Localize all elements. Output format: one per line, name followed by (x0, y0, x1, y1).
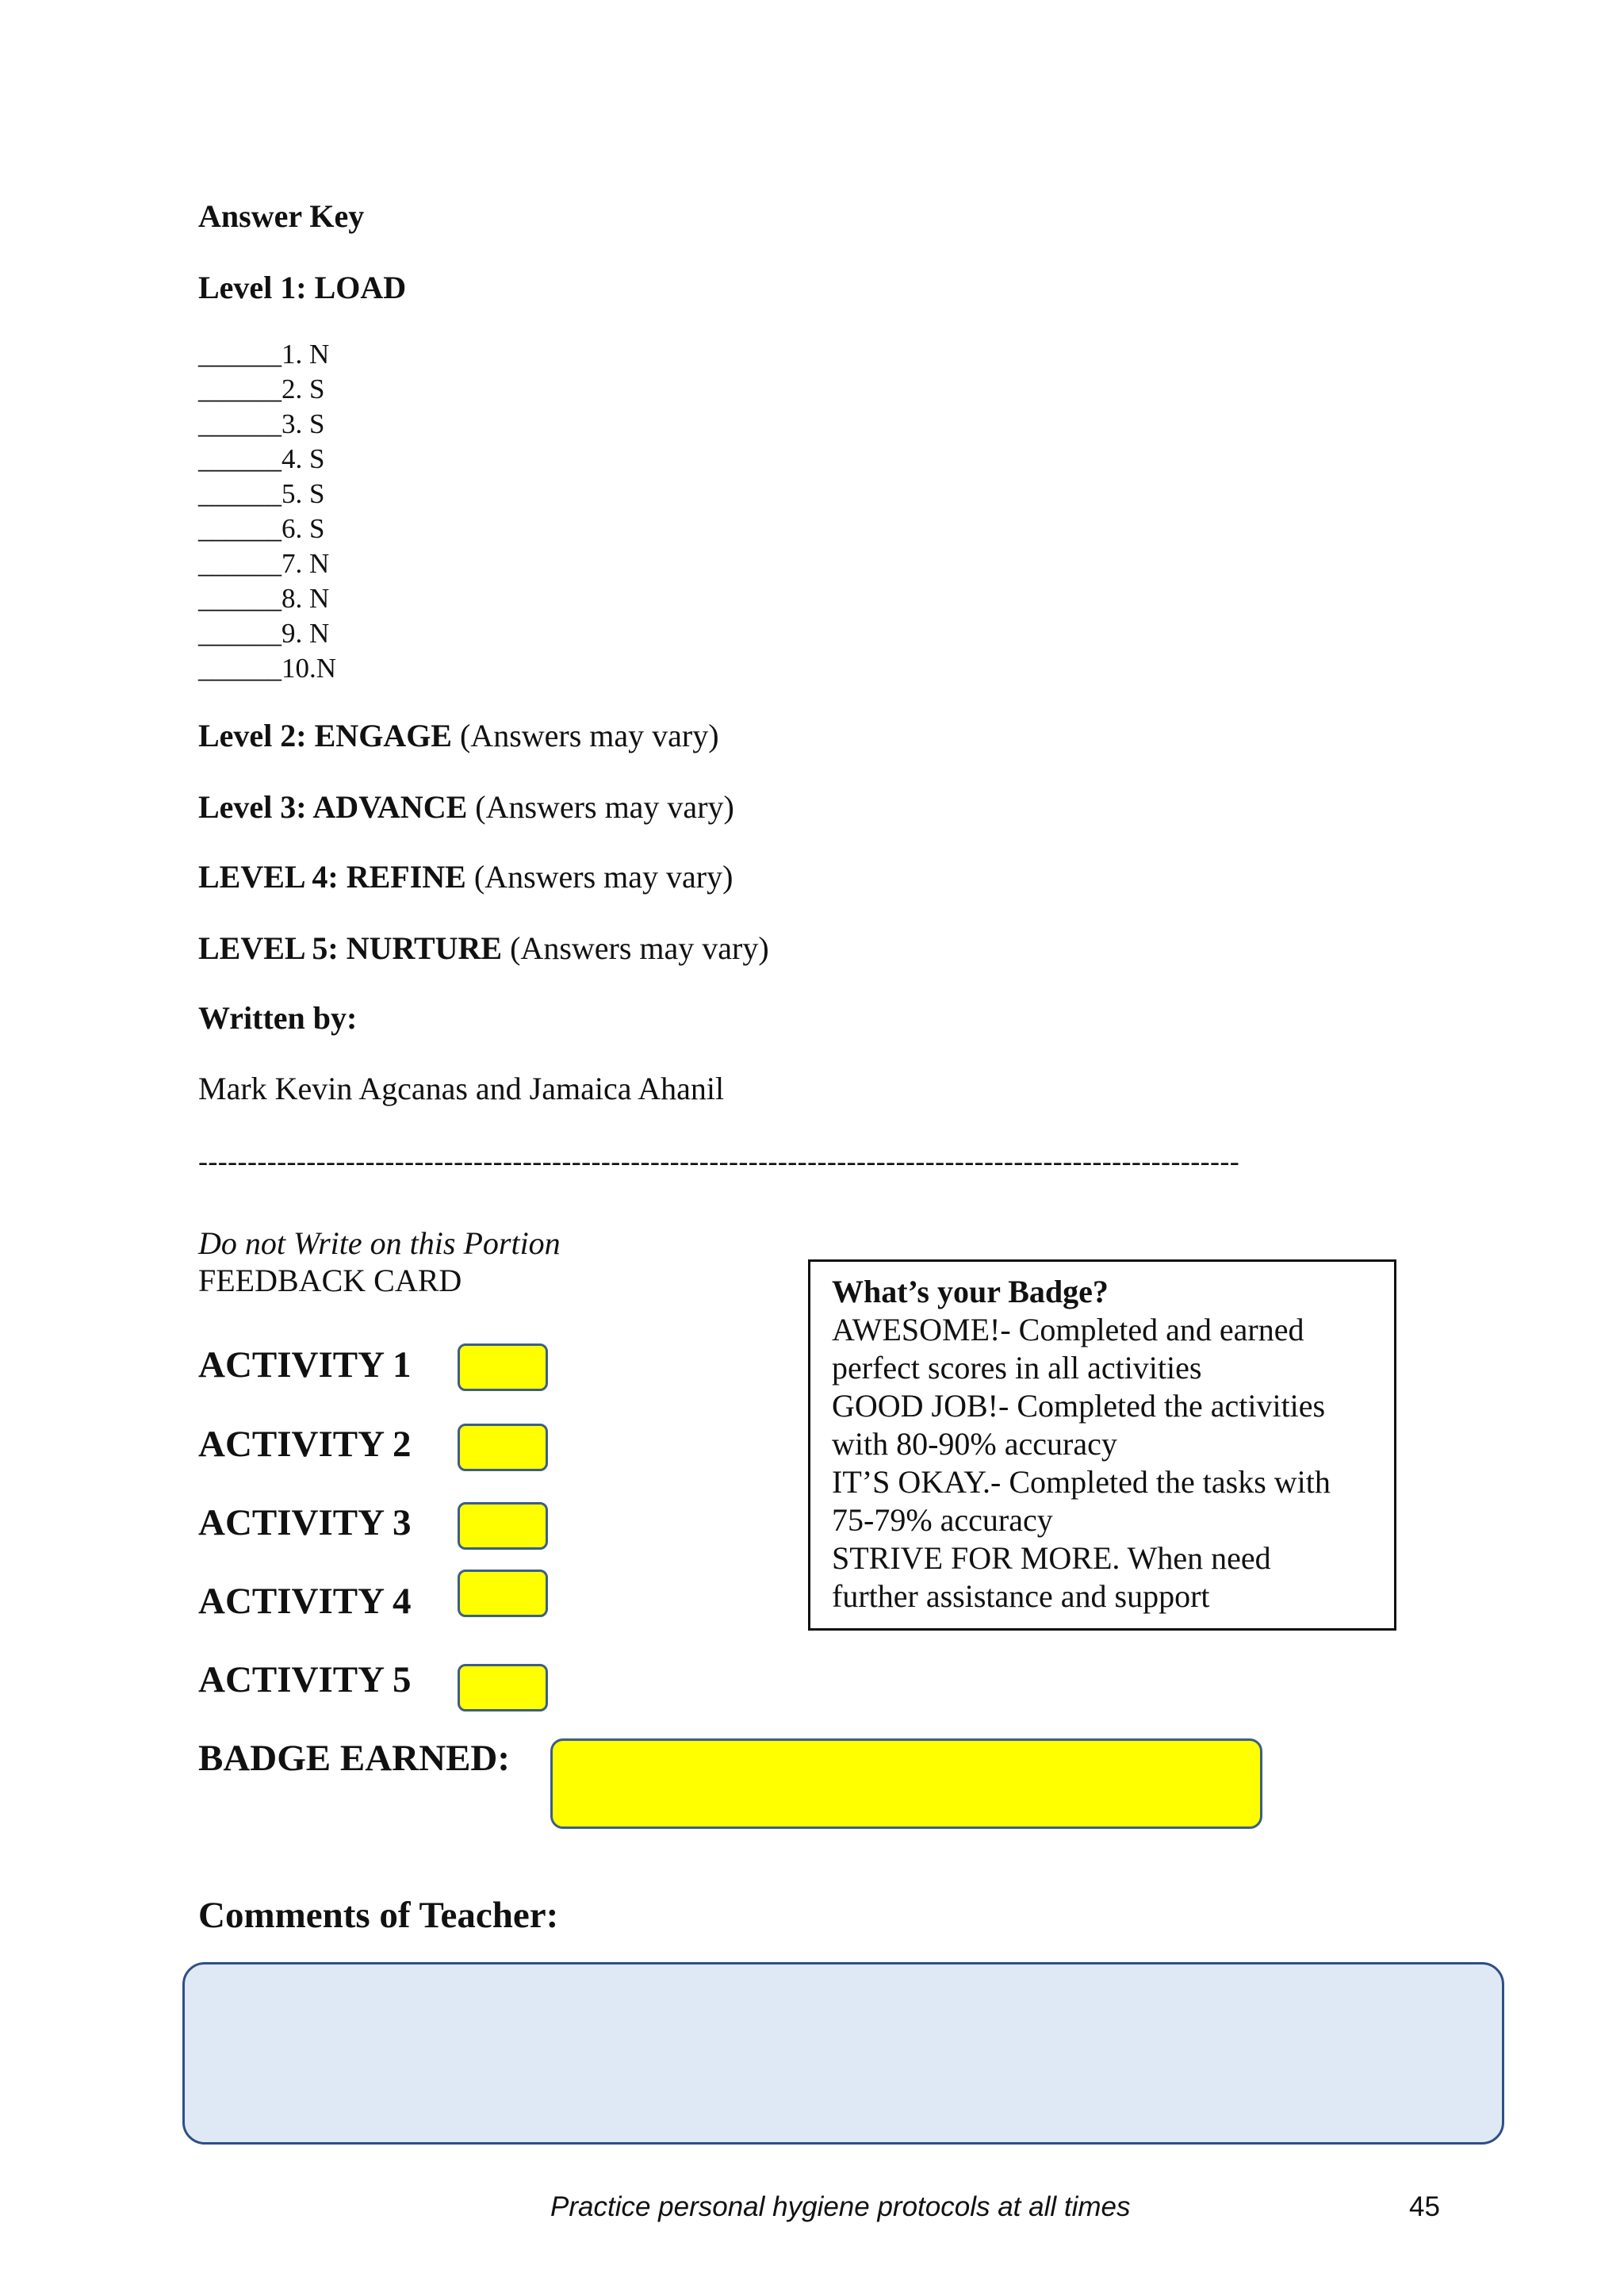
cut-line-separator: ---------------------------------------------------------------------------------------------------------- (198, 1145, 1240, 1177)
badge-legend-line: 75-79% accuracy (832, 1502, 1053, 1538)
level1-answer-list (198, 337, 336, 686)
activity-4-label: ACTIVITY 4 (198, 1581, 412, 1622)
level-note: (Answers may vary) (467, 789, 734, 825)
level-note: (Answers may vary) (502, 930, 769, 966)
do-not-write-notice: Do not Write on this Portion (198, 1225, 561, 1261)
badge-legend-line: AWESOME!- Completed and earned (832, 1312, 1304, 1347)
activity-5-label: ACTIVITY 5 (198, 1659, 412, 1700)
activity-2-score-box[interactable] (458, 1424, 548, 1471)
badge-legend-line: STRIVE FOR MORE. When need (832, 1540, 1271, 1576)
badge-legend-line: with 80-90% accuracy (832, 1426, 1117, 1462)
answer-item: ______5. S (198, 478, 325, 509)
level-note: (Answers may vary) (451, 718, 719, 753)
answer-item: ______8. N (198, 583, 330, 614)
badge-legend-line: IT’S OKAY.- Completed the tasks with (832, 1464, 1331, 1500)
level1-title: Level 1: LOAD (198, 270, 407, 305)
badge-legend-line: further assistance and support (832, 1578, 1210, 1614)
answer-item: ______9. N (198, 618, 330, 649)
teacher-comments-box[interactable] (182, 1962, 1504, 2145)
badge-legend-title: What’s your Badge? (832, 1274, 1109, 1309)
level-label: Level 2: ENGAGE (198, 718, 452, 753)
answer-item: ______6. S (198, 513, 325, 544)
level-label: LEVEL 5: NURTURE (198, 930, 503, 966)
answer-key-title: Answer Key (198, 198, 365, 234)
level3-line (198, 789, 734, 826)
answer-item: ______1. N (198, 339, 330, 370)
activity-1-label: ACTIVITY 1 (198, 1344, 412, 1386)
answer-item: ______10.N (198, 653, 337, 684)
level-label: Level 3: ADVANCE (198, 789, 468, 825)
answer-item: ______4. S (198, 443, 325, 474)
badge-legend-line: GOOD JOB!- Completed the activities (832, 1388, 1326, 1424)
written-by-label: Written by: (198, 1000, 358, 1036)
answer-item: ______3. S (198, 408, 325, 439)
badge-legend-line: perfect scores in all activities (832, 1350, 1202, 1386)
level5-line (198, 930, 769, 967)
activity-3-score-box[interactable] (458, 1502, 548, 1550)
activity-2-label: ACTIVITY 2 (198, 1424, 412, 1465)
authors: Mark Kevin Agcanas and Jamaica Ahanil (198, 1071, 725, 1106)
badge-earned-label: BADGE EARNED: (198, 1738, 511, 1779)
level4-line (198, 859, 733, 895)
level2-line (198, 718, 719, 754)
level-note: (Answers may vary) (465, 859, 733, 895)
activity-1-score-box[interactable] (458, 1343, 548, 1391)
activity-5-score-box[interactable] (458, 1664, 548, 1711)
footer-text: Practice personal hygiene protocols at all times (550, 2191, 1131, 2222)
activity-4-score-box[interactable] (458, 1570, 548, 1617)
feedback-card-title: FEEDBACK CARD (198, 1263, 462, 1298)
answer-item: ______2. S (198, 374, 325, 404)
badge-earned-box[interactable] (550, 1738, 1262, 1829)
activity-3-label: ACTIVITY 3 (198, 1502, 412, 1543)
level-label: LEVEL 4: REFINE (198, 859, 466, 895)
page-number: 45 (1409, 2191, 1440, 2222)
answer-item: ______7. N (198, 548, 330, 579)
badge-legend-box (808, 1259, 1396, 1631)
comments-label: Comments of Teacher: (198, 1895, 559, 1936)
